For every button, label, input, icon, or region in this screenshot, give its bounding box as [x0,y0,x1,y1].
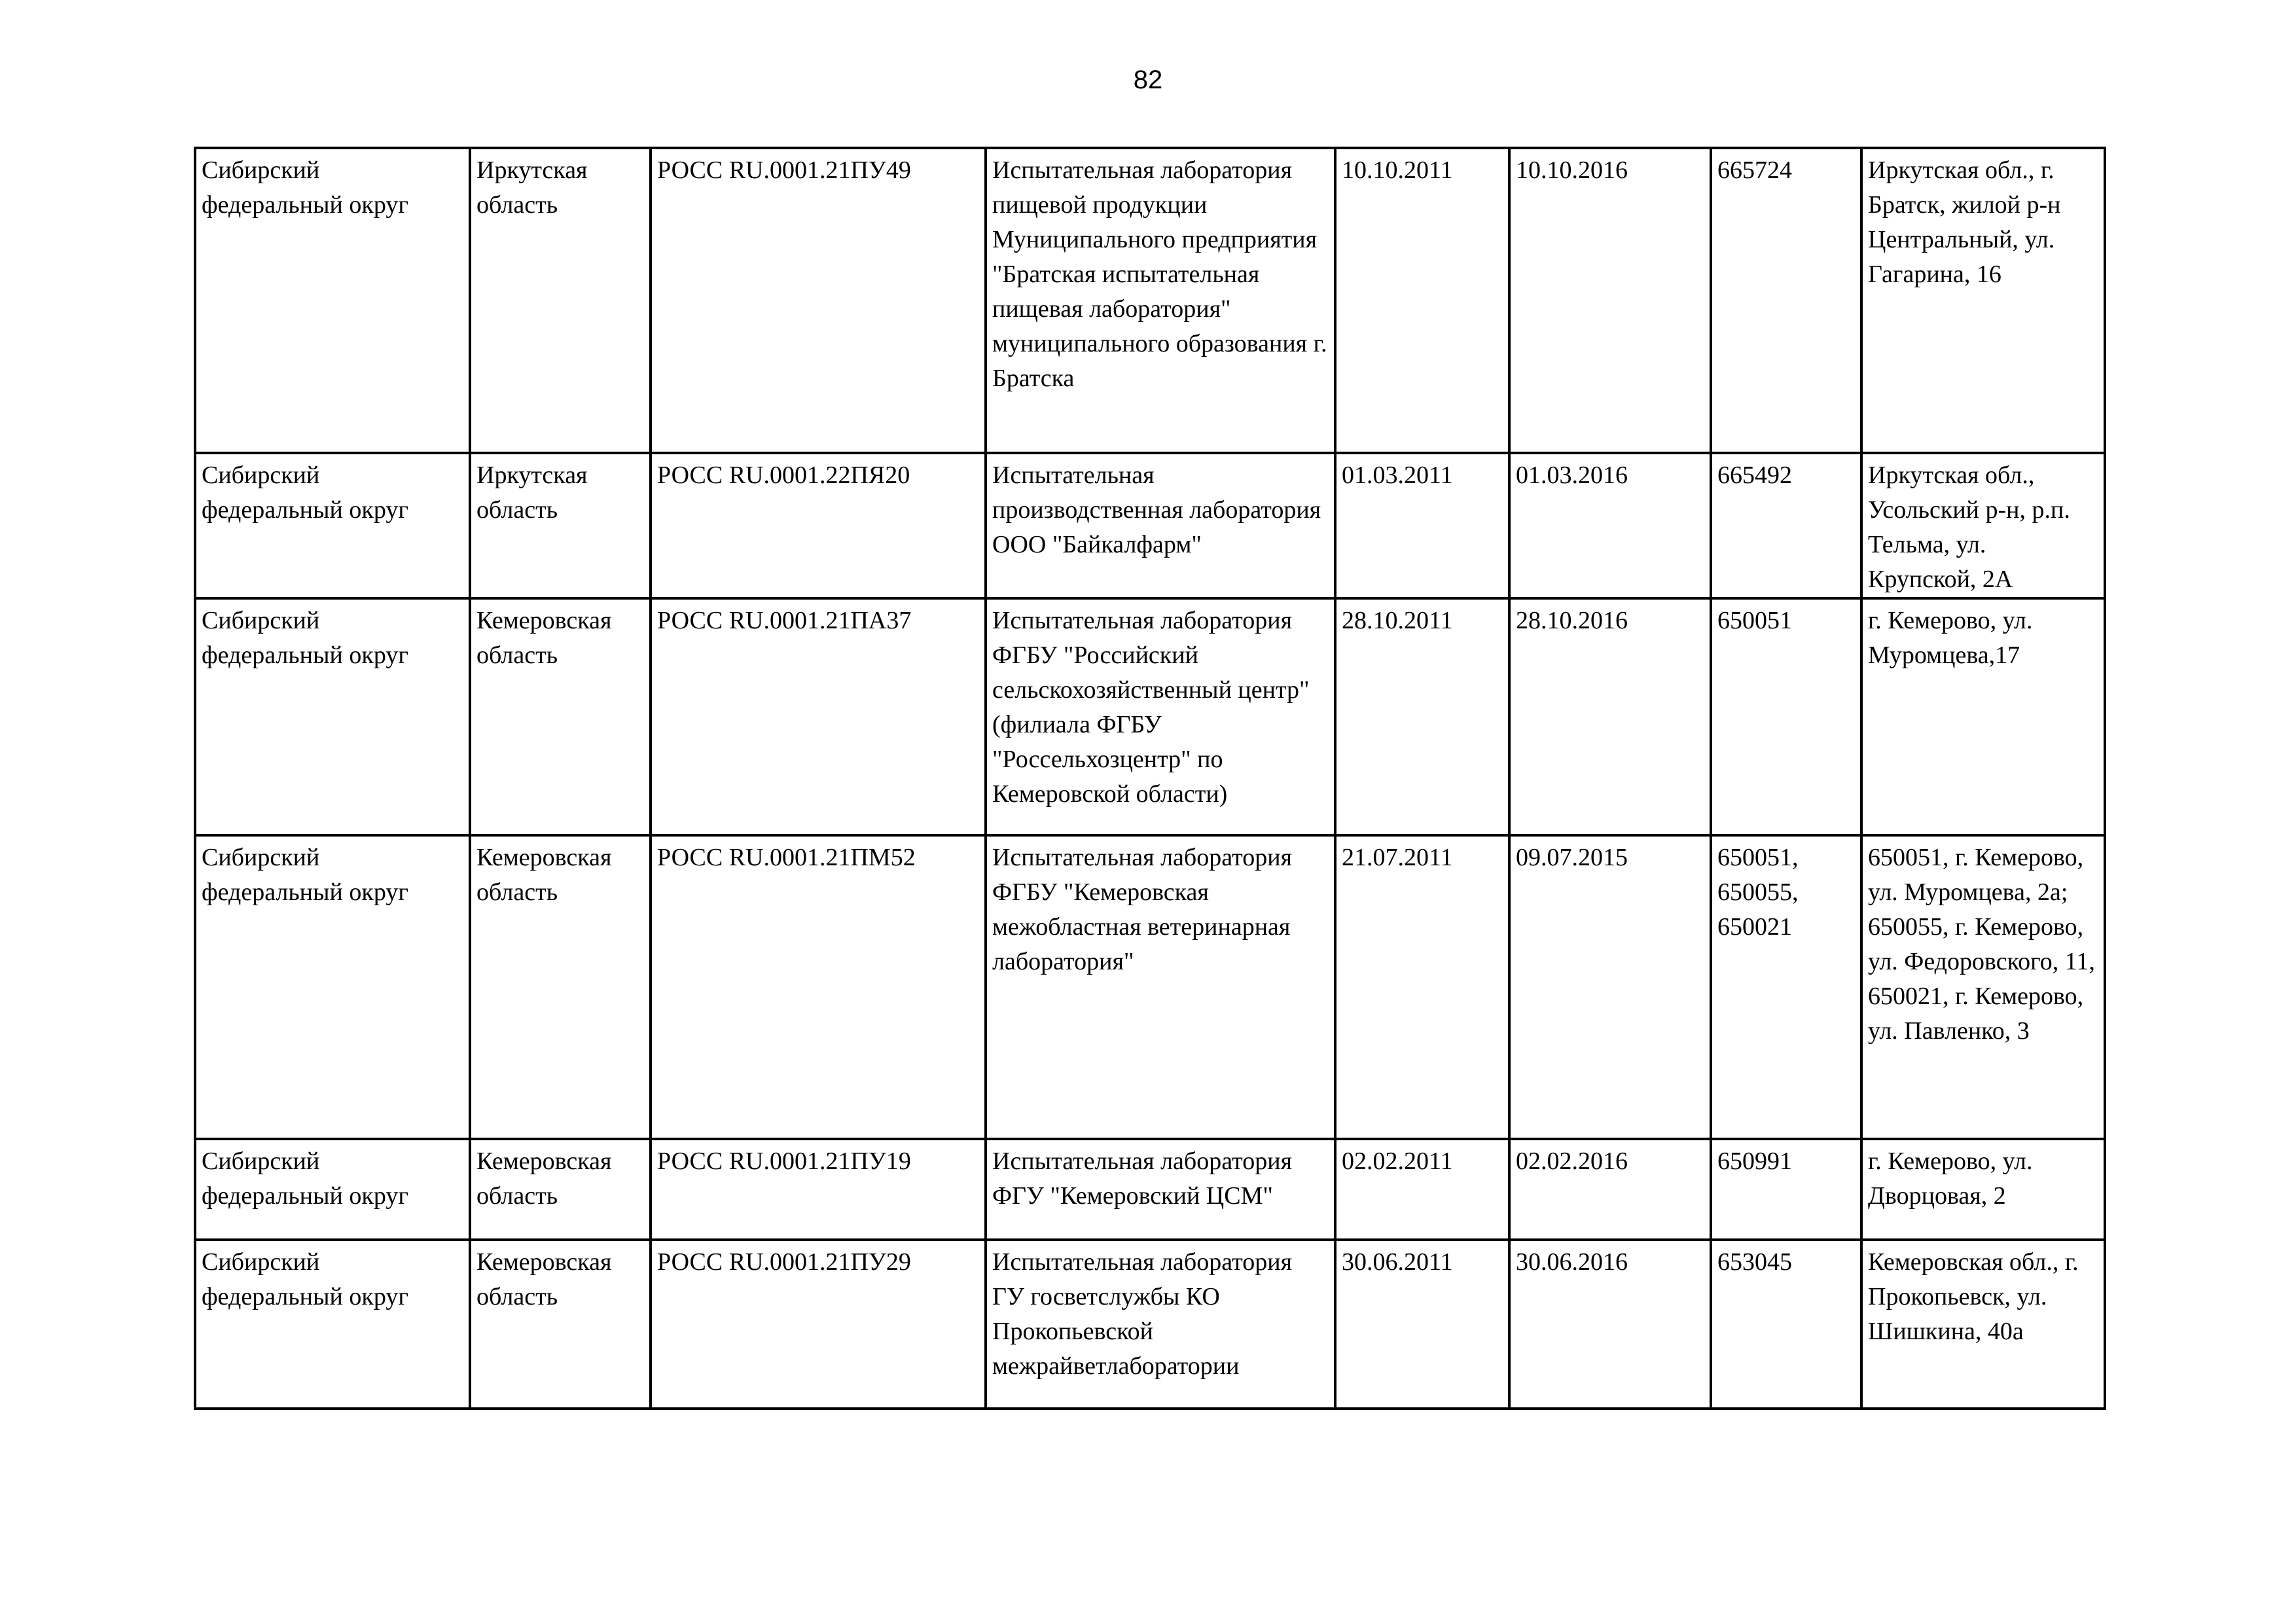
accreditation-number-cell [651,835,986,1139]
region-text: Кемеровская область [476,1248,612,1310]
laboratory-registry-table [194,147,2106,1410]
date-issued-cell [1335,835,1509,1139]
date-issued-cell [1335,598,1509,835]
laboratory-text: Испытательная лаборатория ФГБУ "Российский сельскохозяйственный центр" (филиала ФГБУ "Россельхозцентр" по Кемеровской области) [992,607,1310,808]
accreditation-number-text: РОСС RU.0001.21ПА37 [657,607,912,634]
address-text: Иркутская обл., Усольский р-н, р.п. Тельма, ул. Крупской, 2А [1868,461,2070,593]
region-text: Кемеровская область [476,607,612,669]
table-row [195,598,2105,835]
address-cell [1861,598,2105,835]
postal-code-cell [1711,835,1861,1139]
date-valid-until-cell [1509,598,1711,835]
date-valid-until-cell [1509,148,1711,453]
table-row [195,1139,2105,1240]
date-valid-until-text: 01.03.2016 [1516,461,1628,489]
table-row [195,1240,2105,1409]
region-text: Иркутская область [476,156,588,219]
date-valid-until-text: 02.02.2016 [1516,1147,1628,1175]
address-cell [1861,1139,2105,1240]
postal-code-cell [1711,1240,1861,1409]
accreditation-number-cell [651,148,986,453]
accreditation-number-text: РОСС RU.0001.21ПМ52 [657,844,916,871]
date-issued-text: 30.06.2011 [1342,1248,1453,1276]
postal-code-cell [1711,148,1861,453]
region-cell [470,598,651,835]
date-issued-text: 10.10.2011 [1342,156,1453,184]
postal-code-cell [1711,1139,1861,1240]
district-cell [195,1240,470,1409]
date-issued-text: 21.07.2011 [1342,844,1453,871]
page-number: 82 [1133,65,1163,94]
laboratory-cell [986,598,1335,835]
region-text: Иркутская область [476,461,588,524]
district-cell [195,453,470,598]
date-issued-text: 28.10.2011 [1342,607,1453,634]
date-valid-until-cell [1509,1240,1711,1409]
postal-code-cell [1711,598,1861,835]
accreditation-number-cell [651,598,986,835]
date-issued-cell [1335,1139,1509,1240]
postal-code-cell [1711,453,1861,598]
district-text: Сибирский федеральный округ [202,607,408,669]
address-cell [1861,453,2105,598]
laboratory-text: Испытательная лаборатория ГУ госветслужбы КО Прокопьевской межрайветлаборатории [992,1248,1293,1380]
table-row [195,453,2105,598]
postal-code-text: 650991 [1717,1147,1792,1175]
district-cell [195,835,470,1139]
region-cell [470,1139,651,1240]
laboratory-cell [986,148,1335,453]
accreditation-number-text: РОСС RU.0001.21ПУ49 [657,156,911,184]
region-text: Кемеровская область [476,1147,612,1210]
district-text: Сибирский федеральный округ [202,844,408,906]
table-row [195,835,2105,1139]
address-cell [1861,148,2105,453]
date-valid-until-text: 28.10.2016 [1516,607,1628,634]
district-cell [195,148,470,453]
date-issued-cell [1335,1240,1509,1409]
table-row [195,148,2105,453]
district-text: Сибирский федеральный округ [202,461,408,524]
accreditation-number-cell [651,1240,986,1409]
postal-code-text: 665492 [1717,461,1792,489]
laboratory-text: Испытательная лаборатория пищевой продукции Муниципального предприятия "Братская испытательная пищевая лаборатория" муниципального образования г. Братска [992,156,1327,392]
laboratory-cell [986,453,1335,598]
accreditation-number-cell [651,1139,986,1240]
region-cell [470,835,651,1139]
date-issued-cell [1335,453,1509,598]
date-valid-until-text: 30.06.2016 [1516,1248,1628,1276]
district-cell [195,598,470,835]
address-text: 650051, г. Кемерово, ул. Муромцева, 2а; 650055, г. Кемерово, ул. Федоровского, 11, 650021, г. Кемерово, ул. Павленко, 3 [1868,844,2095,1045]
laboratory-cell [986,1240,1335,1409]
postal-code-text: 650051, 650055, 650021 [1717,844,1799,941]
accreditation-number-cell [651,453,986,598]
address-text: Кемеровская обл., г. Прокопьевск, ул. Шишкина, 40а [1868,1248,2079,1345]
accreditation-number-text: РОСС RU.0001.21ПУ19 [657,1147,911,1175]
accreditation-number-text: РОСС RU.0001.22ПЯ20 [657,461,910,489]
district-text: Сибирский федеральный округ [202,1147,408,1210]
laboratory-text: Испытательная лаборатория ФГБУ "Кемеровская межобластная ветеринарная лаборатория" [992,844,1293,975]
region-cell [470,148,651,453]
region-cell [470,1240,651,1409]
laboratory-text: Испытательная лаборатория ФГУ "Кемеровский ЦСМ" [992,1147,1293,1210]
postal-code-text: 665724 [1717,156,1792,184]
laboratory-cell [986,1139,1335,1240]
region-cell [470,453,651,598]
laboratory-cell [986,835,1335,1139]
postal-code-text: 650051 [1717,607,1792,634]
district-cell [195,1139,470,1240]
address-text: г. Кемерово, ул. Дворцовая, 2 [1868,1147,2033,1210]
region-text: Кемеровская область [476,844,612,906]
address-text: г. Кемерово, ул. Муромцева,17 [1868,607,2033,669]
date-valid-until-cell [1509,835,1711,1139]
date-valid-until-cell [1509,453,1711,598]
address-cell [1861,835,2105,1139]
laboratory-text: Испытательная производственная лаборатория ООО "Байкалфарм" [992,461,1321,558]
date-valid-until-text: 09.07.2015 [1516,844,1628,871]
district-text: Сибирский федеральный округ [202,156,408,219]
date-valid-until-cell [1509,1139,1711,1240]
date-issued-text: 01.03.2011 [1342,461,1453,489]
date-valid-until-text: 10.10.2016 [1516,156,1628,184]
postal-code-text: 653045 [1717,1248,1792,1276]
district-text: Сибирский федеральный округ [202,1248,408,1310]
date-issued-cell [1335,148,1509,453]
address-cell [1861,1240,2105,1409]
address-text: Иркутская обл., г. Братск, жилой р-н Центральный, ул. Гагарина, 16 [1868,156,2061,288]
date-issued-text: 02.02.2011 [1342,1147,1453,1175]
accreditation-number-text: РОСС RU.0001.21ПУ29 [657,1248,911,1276]
